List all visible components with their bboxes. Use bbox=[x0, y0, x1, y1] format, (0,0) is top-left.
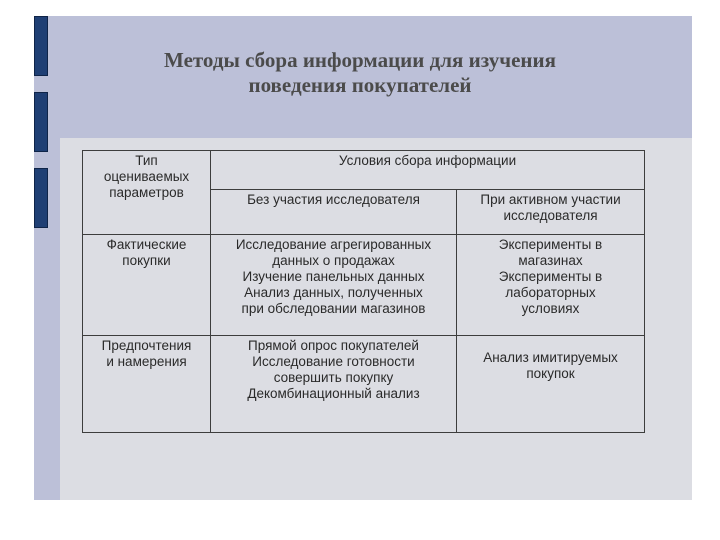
cell-line: и намерения bbox=[106, 354, 187, 369]
title-line: поведения покупателей bbox=[248, 73, 472, 97]
subheader-with-line: исследователя bbox=[503, 208, 598, 223]
title-line: Методы сбора информации для изучения bbox=[164, 48, 556, 72]
cell-line: покупок bbox=[526, 366, 575, 381]
header-type-line: параметров bbox=[109, 185, 184, 200]
decorative-bar bbox=[34, 16, 48, 76]
table-row bbox=[83, 235, 645, 336]
cell-line: покупки bbox=[122, 253, 171, 268]
header-type-line: оцениваемых bbox=[103, 169, 190, 184]
header-type-cell bbox=[83, 151, 211, 235]
subheader-without-cell: Без участия исследователя bbox=[211, 190, 457, 235]
table-row bbox=[83, 336, 645, 433]
subheader-with-line: При активном участии bbox=[480, 192, 621, 207]
cell-line: Эксперименты в bbox=[498, 237, 603, 252]
cell-line: Эксперименты в bbox=[498, 269, 603, 284]
cell-line: совершить покупку bbox=[273, 370, 394, 385]
header-conditions-cell: Условия сбора информации bbox=[211, 151, 645, 190]
cell-line: Анализ данных, полученных bbox=[244, 285, 423, 300]
cell-line: Фактические bbox=[106, 237, 187, 252]
cell-line: данных о продажах bbox=[272, 253, 395, 268]
row-with-cell bbox=[457, 336, 645, 433]
decorative-bar bbox=[34, 168, 48, 228]
cell-line: Изучение панельных данных bbox=[242, 269, 425, 284]
cell-line: Прямой опрос покупателей bbox=[248, 338, 419, 353]
row-type-cell bbox=[83, 336, 211, 433]
cell-line: магазинах bbox=[518, 253, 583, 268]
row-without-cell bbox=[211, 235, 457, 336]
header-type-line: Тип bbox=[135, 153, 158, 168]
cell-line: Декомбинационный анализ bbox=[247, 386, 420, 401]
row-type-cell bbox=[83, 235, 211, 336]
cell-line: Исследование агрегированных bbox=[235, 237, 432, 252]
slide-title bbox=[60, 48, 660, 98]
decorative-bar bbox=[34, 92, 48, 152]
cell-line: при обследовании магазинов bbox=[241, 301, 426, 316]
row-without-cell bbox=[211, 336, 457, 433]
cell-line: лабораторных bbox=[505, 285, 596, 300]
cell-line: Исследование готовности bbox=[252, 354, 415, 369]
cell-line: Анализ имитируемых bbox=[483, 350, 618, 365]
subheader-with-cell bbox=[457, 190, 645, 235]
cell-line: условиях bbox=[521, 301, 580, 316]
cell-line: Предпочтения bbox=[101, 338, 192, 353]
row-with-cell bbox=[457, 235, 645, 336]
table-header-row bbox=[83, 151, 645, 190]
methods-table bbox=[82, 150, 645, 433]
